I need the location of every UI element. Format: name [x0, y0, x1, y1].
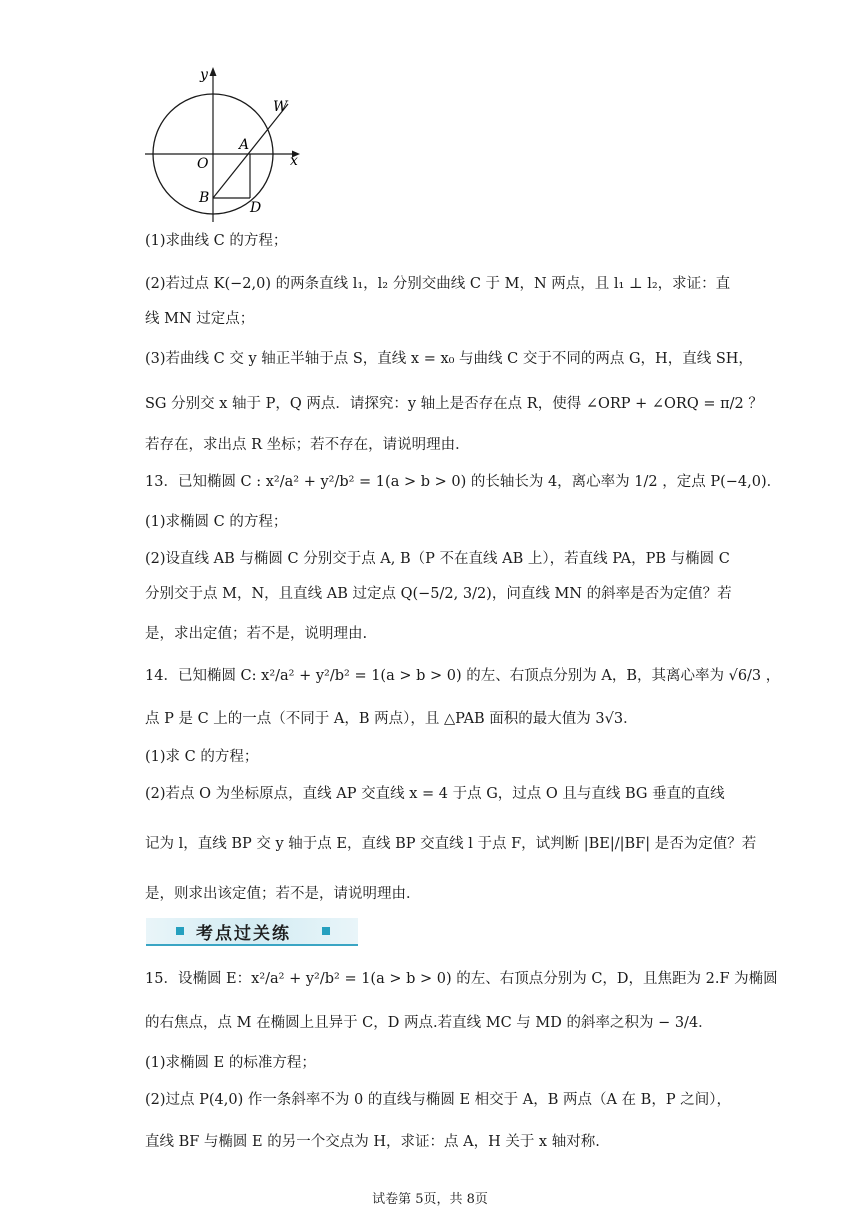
label-b: B	[199, 190, 210, 206]
q14-part2-line3: 是，则求出该定值；若不是，请说明理由．	[145, 886, 421, 902]
q15-part2-line1: (2)过点 P(4,0) 作一条斜率不为 0 的直线与椭圆 E 相交于 A，B 两点（A 在 B，P 之间），	[145, 1092, 731, 1108]
banner-square-right-icon	[322, 927, 330, 935]
label-x: x	[290, 153, 298, 169]
q14-part2-line2: 记为 l，直线 BP 交 y 轴于点 E，直线 BP 交直线 l 于点 F，试判断 |BE|/|BF| 是否为定值？若	[145, 836, 757, 852]
q13-part2-line2: 分别交于点 M，N，且直线 AB 过定点 Q(−5/2, 3/2)，问直线 MN 的斜率是否为定值？若	[145, 586, 732, 602]
q15-part1: (1)求椭圆 E 的标准方程；	[145, 1055, 316, 1071]
label-w: W	[273, 99, 288, 115]
page-footer: 试卷第 5页，共 8页	[372, 1192, 488, 1207]
y-axis-arrow	[210, 67, 217, 76]
q14-stem-line1: 14．已知椭圆 C: x²/a² + y²/b² = 1(a > b > 0) 的左、右顶点分别为 A，B，其离心率为 √6/3 ，	[145, 668, 781, 684]
q15-stem-line2: 的右焦点，点 M 在椭圆上且异于 C，D 两点.若直线 MC 与 MD 的斜率之积为 − 3/4．	[145, 1015, 713, 1031]
q13-part2-line1: (2)设直线 AB 与椭圆 C 分别交于点 A, B（P 不在直线 AB 上），若直线 PA，PB 与椭圆 C	[145, 551, 730, 567]
label-o: O	[197, 156, 209, 172]
label-y: y	[200, 67, 208, 83]
q13-part1: (1)求椭圆 C 的方程；	[145, 514, 288, 530]
q12-part1: (1)求曲线 C 的方程；	[145, 233, 288, 249]
q12-part3-line2: SG 分别交 x 轴于 P，Q 两点．请探究：y 轴上是否存在点 R，使得 ∠ORP + ∠ORQ = π/2 ？	[145, 396, 763, 412]
banner-square-left-icon	[176, 927, 184, 935]
section-banner	[146, 918, 358, 948]
label-d: D	[250, 200, 262, 216]
q14-part2-line1: (2)若点 O 为坐标原点，直线 AP 交直线 x = 4 于点 G，过点 O 且与直线 BG 垂直的直线	[145, 786, 725, 802]
label-a: A	[239, 137, 250, 153]
q15-part2-line2: 直线 BF 与椭圆 E 的另一个交点为 H，求证：点 A，H 关于 x 轴对称.	[145, 1134, 600, 1150]
q13-part2-line3: 是，求出定值；若不是，说明理由.	[145, 626, 368, 642]
banner-title: 考点过关练	[196, 924, 291, 944]
q12-part2-line1: (2)若过点 K(−2,0) 的两条直线 l₁，l₂ 分别交曲线 C 于 M，N 两点，且 l₁ ⊥ l₂，求证：直	[145, 276, 731, 292]
q12-part3-line1: (3)若曲线 C 交 y 轴正半轴于点 S，直线 x = x₀ 与曲线 C 交于不同的两点 G，H，直线 SH，	[145, 351, 753, 367]
q15-stem-line1: 15．设椭圆 E：x²/a² + y²/b² = 1(a > b > 0) 的左、右顶点分别为 C，D，且焦距为 2.F 为椭圆	[145, 971, 778, 987]
q14-stem-line2: 点 P 是 C 上的一点（不同于 A，B 两点），且 △PAB 面积的最大值为 3√3．	[145, 711, 638, 727]
q13-stem: 13．已知椭圆 C : x²/a² + y²/b² = 1(a > b > 0) 的长轴长为 4，离心率为 1/2 ，定点 P(−4,0)．	[145, 474, 782, 490]
q12-part2-line2: 线 MN 过定点；	[145, 311, 255, 327]
q14-part1: (1)求 C 的方程；	[145, 749, 259, 765]
geometry-figure	[140, 62, 310, 222]
q12-part3-line3: 若存在，求出点 R 坐标；若不存在，请说明理由．	[145, 437, 470, 453]
